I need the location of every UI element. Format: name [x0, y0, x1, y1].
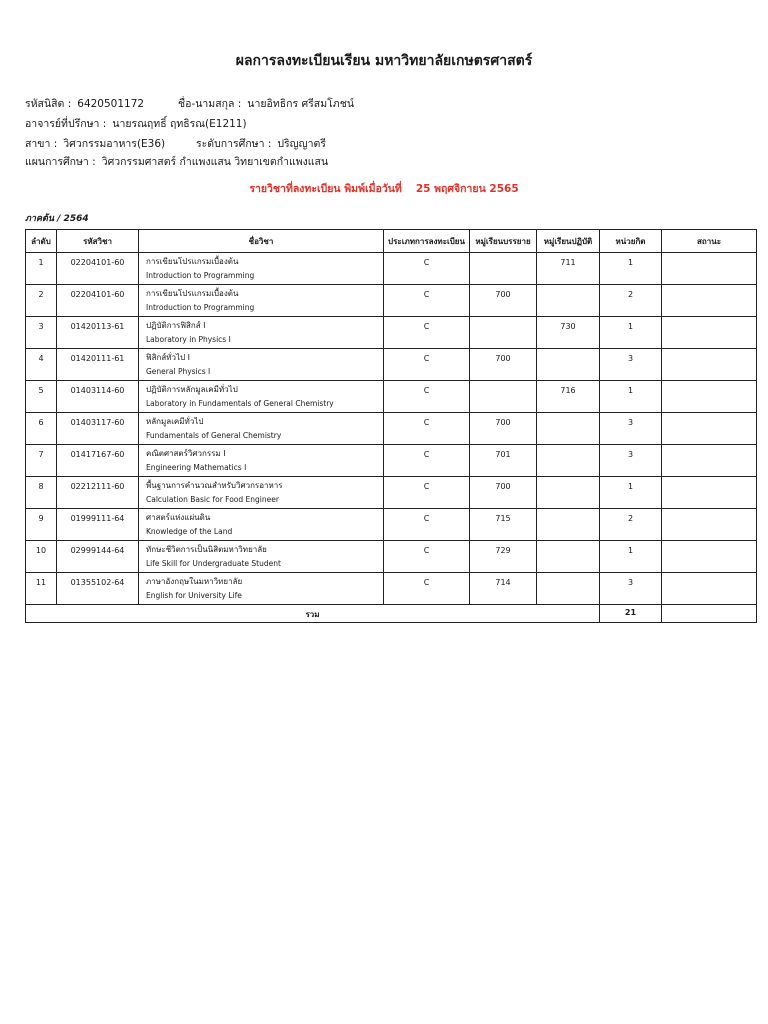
header-name: ชื่อวิชา — [139, 230, 384, 253]
registration-type: C — [384, 381, 470, 413]
registration-type: C — [384, 317, 470, 349]
student-id-line — [25, 95, 144, 112]
table-header-row — [26, 230, 757, 253]
course-name — [139, 317, 384, 349]
header-lecture: หมู่เรียนบรรยาย — [470, 230, 537, 253]
lecture-section: 700 — [470, 477, 537, 509]
student-name-label: ชื่อ-นามสกุล : — [178, 98, 242, 110]
status — [662, 253, 757, 285]
row-no: 5 — [26, 381, 57, 413]
registration-type: C — [384, 445, 470, 477]
level-line — [196, 135, 326, 152]
major-label: สาขา : — [25, 138, 58, 150]
term-label: ภาคต้น / 2564 — [25, 214, 89, 224]
credits: 2 — [600, 285, 662, 317]
header-no: ลำดับ — [26, 230, 57, 253]
registration-type: C — [384, 573, 470, 605]
table-row — [26, 285, 757, 317]
credits: 3 — [600, 573, 662, 605]
status — [662, 445, 757, 477]
page-title: ผลการลงทะเบียนเรียน มหาวิทยาลัยเกษตรศาสตร์ — [235, 53, 533, 69]
course-name-th: การเขียนโปรแกรมเบื้องต้น — [146, 257, 239, 266]
registration-type: C — [384, 285, 470, 317]
lecture-section: 729 — [470, 541, 537, 573]
course-name — [139, 413, 384, 445]
course-name-en: Introduction to Programming — [146, 303, 255, 312]
student-name-line — [178, 95, 354, 112]
course-code: 02999144-64 — [57, 541, 139, 573]
lab-section — [537, 477, 600, 509]
course-name — [139, 509, 384, 541]
lab-section — [537, 285, 600, 317]
course-name — [139, 445, 384, 477]
registration-type: C — [384, 509, 470, 541]
course-name — [139, 381, 384, 413]
lecture-section: 701 — [470, 445, 537, 477]
course-name-th: พื้นฐานการคำนวณสำหรับวิศวกรอาหาร — [146, 481, 283, 490]
row-no: 1 — [26, 253, 57, 285]
course-name-th: การเขียนโปรแกรมเบื้องต้น — [146, 289, 239, 298]
advisor-value: นายรณฤทธิ์ ฤทธิรณ(E1211) — [112, 118, 247, 130]
lab-section — [537, 413, 600, 445]
credits: 1 — [600, 253, 662, 285]
status — [662, 285, 757, 317]
lecture-section — [470, 381, 537, 413]
status — [662, 509, 757, 541]
plan-value: วิศวกรรมศาสตร์ กำแพงแสน วิทยาเขตกำแพงแสน — [101, 156, 329, 168]
course-name — [139, 573, 384, 605]
advisor-label: อาจารย์ที่ปรึกษา : — [25, 118, 107, 130]
table-row — [26, 253, 757, 285]
lecture-section — [470, 253, 537, 285]
credits: 1 — [600, 541, 662, 573]
table-row — [26, 477, 757, 509]
course-name-th: หลักมูลเคมีทั่วไป — [146, 417, 204, 426]
total-status — [662, 605, 757, 623]
course-name — [139, 253, 384, 285]
row-no: 7 — [26, 445, 57, 477]
header-type: ประเภทการลงทะเบียน — [384, 230, 470, 253]
credits: 3 — [600, 349, 662, 381]
course-name-en: Life Skill for Undergraduate Student — [146, 559, 281, 568]
course-name — [139, 477, 384, 509]
level-value: ปริญญาตรี — [277, 138, 326, 150]
lecture-section: 700 — [470, 285, 537, 317]
course-name-en: Calculation Basic for Food Engineer — [146, 495, 279, 504]
row-no: 2 — [26, 285, 57, 317]
table-row — [26, 349, 757, 381]
header-status: สถานะ — [662, 230, 757, 253]
course-name-en: Fundamentals of General Chemistry — [146, 431, 282, 440]
course-name-th: ทักษะชีวิตการเป็นนิสิตมหาวิทยาลัย — [146, 545, 267, 554]
student-id-value: 6420501172 — [77, 98, 145, 110]
header-code: รหัสวิชา — [57, 230, 139, 253]
table-row — [26, 573, 757, 605]
row-no: 6 — [26, 413, 57, 445]
course-name-en: Introduction to Programming — [146, 271, 255, 280]
lecture-section: 700 — [470, 413, 537, 445]
credits: 2 — [600, 509, 662, 541]
total-row — [26, 605, 757, 623]
status — [662, 541, 757, 573]
status — [662, 349, 757, 381]
print-info-label: รายวิชาที่ลงทะเบียน พิมพ์เมื่อวันที่ — [249, 183, 402, 195]
lab-section: 716 — [537, 381, 600, 413]
credits: 1 — [600, 381, 662, 413]
table-row — [26, 509, 757, 541]
lecture-section: 714 — [470, 573, 537, 605]
lab-section — [537, 509, 600, 541]
table-row — [26, 413, 757, 445]
print-date: 25 พฤศจิกายน 2565 — [415, 183, 519, 195]
row-no: 9 — [26, 509, 57, 541]
registration-type: C — [384, 253, 470, 285]
course-name-th: ปฏิบัติการหลักมูลเคมีทั่วไป — [146, 385, 238, 394]
row-no: 8 — [26, 477, 57, 509]
row-no: 10 — [26, 541, 57, 573]
lab-section — [537, 445, 600, 477]
course-name-th: ฟิสิกส์ทั่วไป I — [146, 353, 191, 362]
lab-section — [537, 349, 600, 381]
major-line — [25, 135, 165, 152]
advisor-line — [25, 115, 247, 132]
course-name-th: ปฏิบัติการฟิสิกส์ I — [146, 321, 206, 330]
course-code: 02212111-60 — [57, 477, 139, 509]
credits: 1 — [600, 317, 662, 349]
plan-line — [25, 153, 328, 170]
course-code: 01420111-61 — [57, 349, 139, 381]
lecture-section — [470, 317, 537, 349]
course-name — [139, 541, 384, 573]
lab-section: 711 — [537, 253, 600, 285]
course-code: 02204101-60 — [57, 285, 139, 317]
course-code: 02204101-60 — [57, 253, 139, 285]
course-code: 01999111-64 — [57, 509, 139, 541]
course-name-en: Laboratory in Fundamentals of General Chemistry — [146, 399, 334, 408]
header-credits: หน่วยกิต — [600, 230, 662, 253]
print-info — [0, 180, 768, 197]
course-name — [139, 349, 384, 381]
table-body — [26, 253, 757, 605]
lecture-section: 715 — [470, 509, 537, 541]
level-label: ระดับการศึกษา : — [196, 138, 272, 150]
course-name-en: English for University Life — [146, 591, 242, 600]
course-name-th: ศาสตร์แห่งแผ่นดิน — [146, 513, 211, 522]
course-name-en: General Physics I — [146, 367, 211, 376]
major-value: วิศวกรรมอาหาร(E36) — [63, 138, 166, 150]
status — [662, 317, 757, 349]
course-code: 01403117-60 — [57, 413, 139, 445]
status — [662, 381, 757, 413]
registration-type: C — [384, 413, 470, 445]
course-code: 01417167-60 — [57, 445, 139, 477]
course-code: 01355102-64 — [57, 573, 139, 605]
credits: 1 — [600, 477, 662, 509]
plan-label: แผนการศึกษา : — [25, 156, 96, 168]
total-label: รวม — [26, 605, 600, 623]
course-code: 01420113-61 — [57, 317, 139, 349]
status — [662, 413, 757, 445]
row-no: 3 — [26, 317, 57, 349]
credits: 3 — [600, 445, 662, 477]
row-no: 4 — [26, 349, 57, 381]
course-name — [139, 285, 384, 317]
header-lab: หมู่เรียนปฏิบัติ — [537, 230, 600, 253]
course-code: 01403114-60 — [57, 381, 139, 413]
status — [662, 477, 757, 509]
lab-section — [537, 573, 600, 605]
table-row — [26, 381, 757, 413]
lab-section — [537, 541, 600, 573]
registration-type: C — [384, 541, 470, 573]
course-name-th: ภาษาอังกฤษในมหาวิทยาลัย — [146, 577, 243, 586]
course-name-th: คณิตศาสตร์วิศวกรรม I — [146, 449, 226, 458]
status — [662, 573, 757, 605]
registration-type: C — [384, 349, 470, 381]
student-name-value: นายอิทธิกร ศรีสมโภชน์ — [247, 98, 354, 110]
course-name-en: Knowledge of the Land — [146, 527, 233, 536]
credits: 3 — [600, 413, 662, 445]
registration-table — [25, 229, 757, 623]
registration-type: C — [384, 477, 470, 509]
row-no: 11 — [26, 573, 57, 605]
total-credits: 21 — [600, 605, 662, 623]
table-row — [26, 317, 757, 349]
course-name-en: Laboratory in Physics I — [146, 335, 231, 344]
table-row — [26, 445, 757, 477]
lecture-section: 700 — [470, 349, 537, 381]
course-name-en: Engineering Mathematics I — [146, 463, 247, 472]
table-row — [26, 541, 757, 573]
student-id-label: รหัสนิสิต : — [25, 98, 72, 110]
lab-section: 730 — [537, 317, 600, 349]
